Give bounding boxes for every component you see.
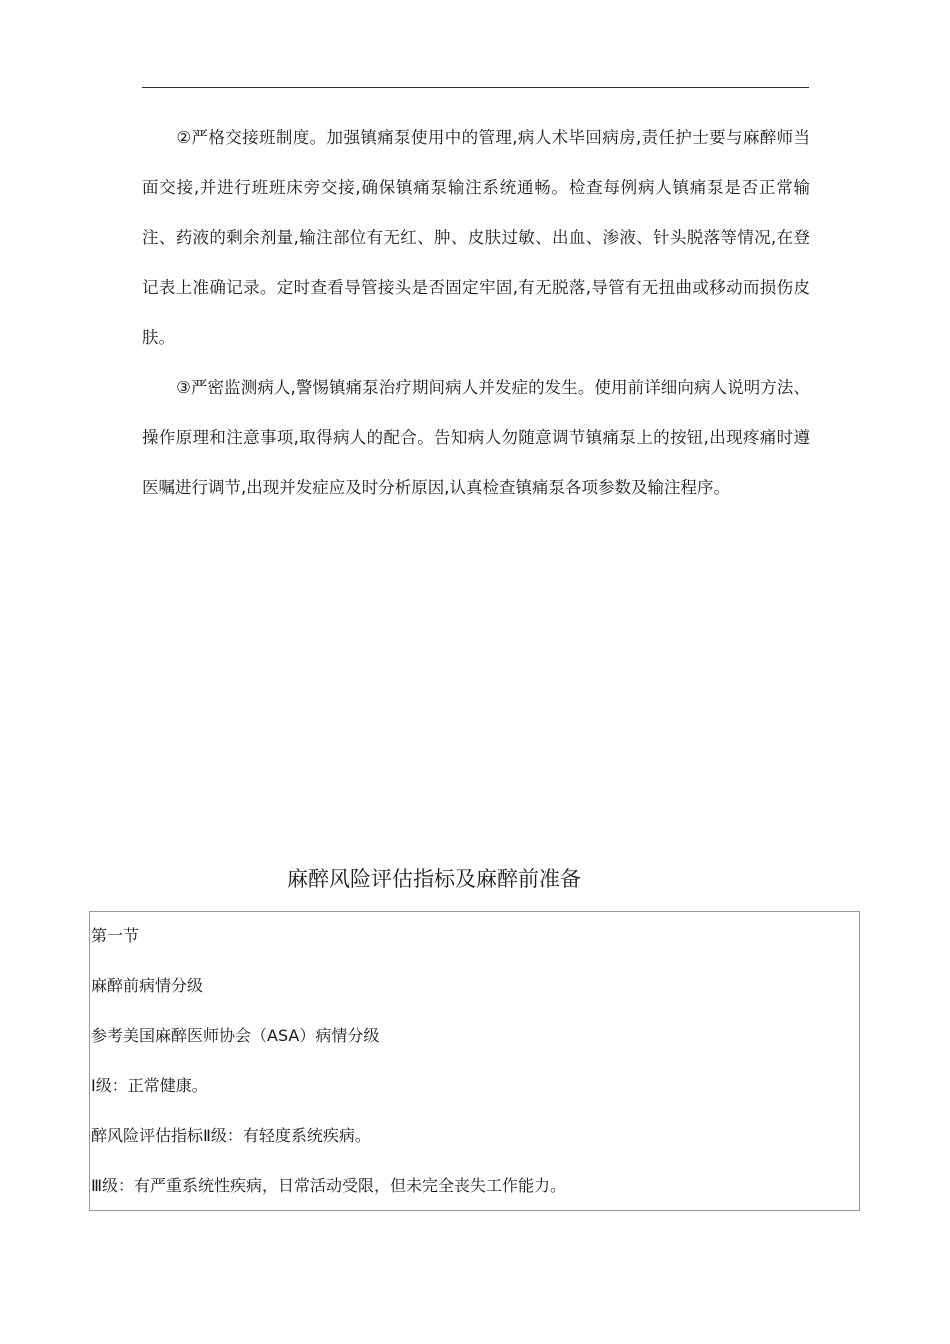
paragraph-shift-handover — [142, 113, 810, 363]
box-line-heading: 麻醉前病情分级 — [91, 976, 204, 995]
box-line-grade-1: Ⅰ级：正常健康。 — [91, 1076, 208, 1095]
header-rule — [142, 87, 809, 88]
box-line-grade-2: 醉风险评估指标Ⅱ级：有轻度系统疾病。 — [91, 1126, 371, 1145]
box-line-section: 第一节 — [91, 926, 140, 945]
paragraph-text: ②严格交接班制度。加强镇痛泵使用中的管理,病人术毕回病房,责任护士要与麻醉师当面交接,并进行班班床旁交接,确保镇痛泵输注系统通畅。检查每例病人镇痛泵是否正常输注、药液的剩余剂量,输注部位有无红、肿、皮肤过敏、出血、渗液、针头脱落等情况,在登记表上准确记录。定时查看导管接头是否固定牢固,有无脱落,导管有无扭曲或移动而损伤皮肤。 — [142, 128, 810, 347]
paragraph-text: ③严密监测病人,警惕镇痛泵治疗期间病人并发症的发生。使用前详细向病人说明方法、操作原理和注意事项,取得病人的配合。告知病人勿随意调节镇痛泵上的按钮,出现疼痛时遵医嘱进行调节,出现并发症应及时分析原因,认真检查镇痛泵各项参数及输注程序。 — [142, 378, 810, 497]
paragraph-monitoring — [142, 363, 810, 513]
box-line-reference: 参考美国麻醉医师协会（ASA）病情分级 — [91, 1026, 380, 1045]
asa-classification-box — [89, 911, 860, 1211]
box-line-grade-3: Ⅲ级：有严重系统性疾病，日常活动受限，但未完全丧失工作能力。 — [91, 1176, 567, 1195]
section-title: 麻醉风险评估指标及麻醉前准备 — [287, 867, 581, 891]
